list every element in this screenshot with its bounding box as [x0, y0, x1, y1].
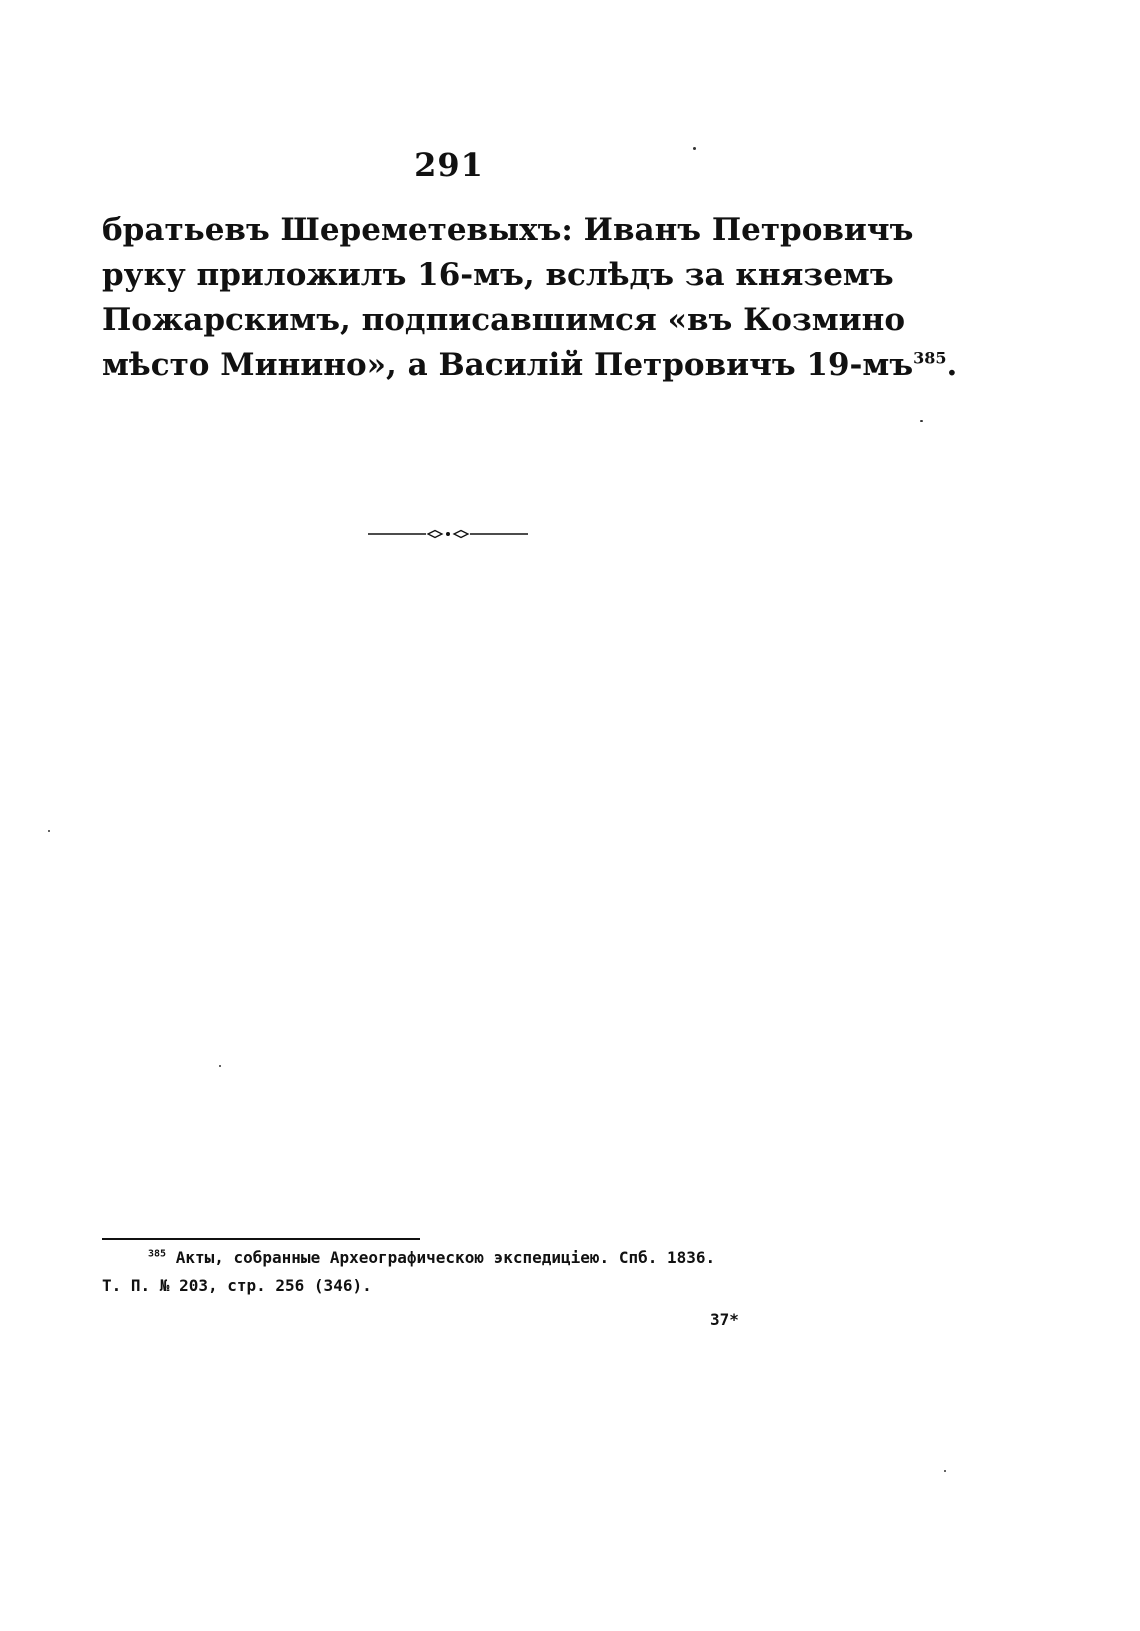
- scan-speck: [693, 147, 696, 150]
- scan-speck: [944, 1470, 946, 1472]
- footnote-line-1: [102, 1244, 792, 1272]
- page-number: 291: [414, 146, 484, 184]
- footnote-line-2: Т. П. № 203, стр. 256 (346).: [102, 1276, 372, 1295]
- signature-mark: 37*: [710, 1310, 739, 1329]
- scan-speck: [920, 420, 923, 422]
- closing-period: .: [946, 347, 958, 383]
- footnote-text: Акты, собранные Археографическою экспедиціею. Спб. 1836.: [175, 1248, 716, 1267]
- text-line: Пожарскимъ, подписавшимся «въ Козмино: [102, 302, 906, 338]
- text-line: руку приложилъ 16-мъ, вслѣдъ за княземъ: [102, 257, 894, 293]
- ornament-divider-icon: [368, 527, 528, 541]
- text-line: братьевъ Шереметевыхъ: Иванъ Петровичъ: [102, 212, 914, 248]
- text-line-last: [102, 343, 958, 388]
- scan-speck: [219, 1065, 221, 1067]
- footnote-number: 385: [148, 1248, 167, 1260]
- text-line: мѣсто Минино», а Василій Петровичъ 19-мъ: [102, 347, 914, 383]
- footnote: [102, 1244, 792, 1300]
- scan-speck: [48, 830, 50, 832]
- footnote-reference[interactable]: 385: [913, 348, 947, 368]
- main-text: [102, 208, 958, 388]
- footnote-rule: [102, 1238, 420, 1240]
